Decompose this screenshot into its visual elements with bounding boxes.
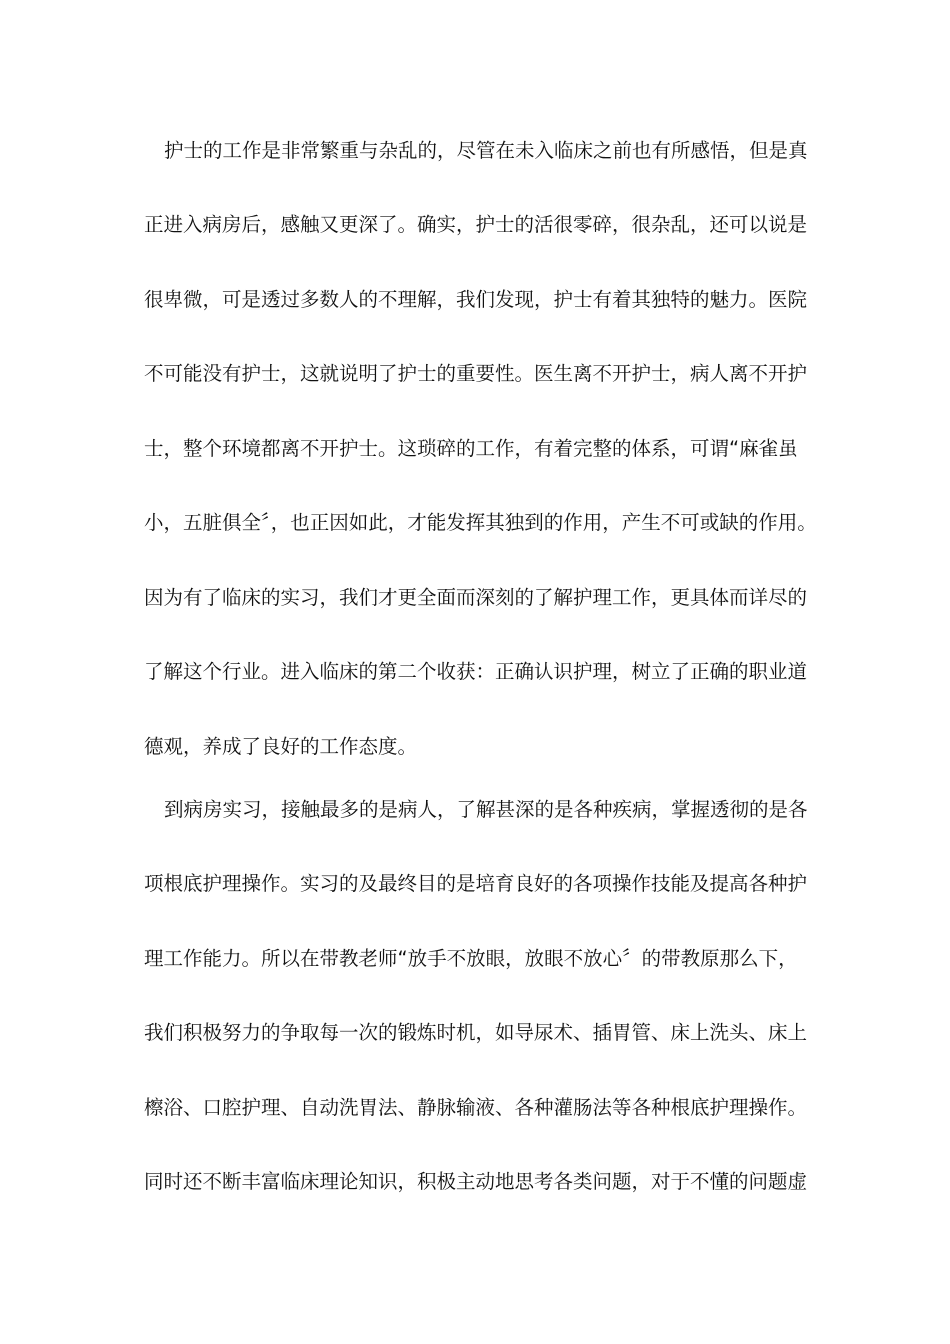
paragraph-2-line-3: 理工作能力。所以在带教老师“放手不放眼，放眼不放心〞的带教原那么下， bbox=[144, 947, 798, 970]
paragraph-2-line-4: 我们积极努力的争取每一次的锻炼时机，如导尿术、插胃管、床上洗头、床上 bbox=[144, 1021, 808, 1044]
paragraph-1-line-1: 护士的工作是非常繁重与杂乱的，尽管在未入临床之前也有所感悟，但是真 bbox=[164, 139, 808, 162]
paragraph-2-line-6: 同时还不断丰富临床理论知识，积极主动地思考各类问题，对于不懂的问题虚 bbox=[144, 1170, 808, 1193]
paragraph-1-line-2: 正进入病房后，感触又更深了。确实，护士的活很零碎，很杂乱，还可以说是 bbox=[144, 213, 808, 236]
paragraph-1-line-3: 很卑微，可是透过多数人的不理解，我们发现，护士有着其独特的魅力。医院 bbox=[144, 288, 808, 311]
paragraph-2-line-2: 项根底护理操作。实习的及最终目的是培育良好的各项操作技能及提高各种护 bbox=[144, 872, 808, 895]
paragraph-1-line-6: 小，五脏俱全〞，也正因如此，才能发挥其独到的作用，产生不可或缺的作用。 bbox=[144, 511, 817, 534]
paragraph-2-line-5: 檫浴、口腔护理、自动洗胃法、静脉输液、各种灌肠法等各种根底护理操作。 bbox=[144, 1096, 808, 1119]
paragraph-1-line-5: 士，整个环境都离不开护士。这琐碎的工作，有着完整的体系，可谓“麻雀虽 bbox=[144, 437, 798, 460]
paragraph-1-line-9: 德观，养成了良好的工作态度。 bbox=[144, 735, 418, 758]
paragraph-1-line-4: 不可能没有护士，这就说明了护士的重要性。医生离不开护士，病人离不开护 bbox=[144, 362, 808, 385]
paragraph-1-line-7: 因为有了临床的实习，我们才更全面而深刻的了解护理工作，更具体而详尽的 bbox=[144, 586, 808, 609]
paragraph-1-line-8: 了解这个行业。进入临床的第二个收获：正确认识护理，树立了正确的职业道 bbox=[144, 660, 808, 683]
paragraph-2-line-1: 到病房实习，接触最多的是病人，了解甚深的是各种疾病，掌握透彻的是各 bbox=[164, 798, 808, 821]
